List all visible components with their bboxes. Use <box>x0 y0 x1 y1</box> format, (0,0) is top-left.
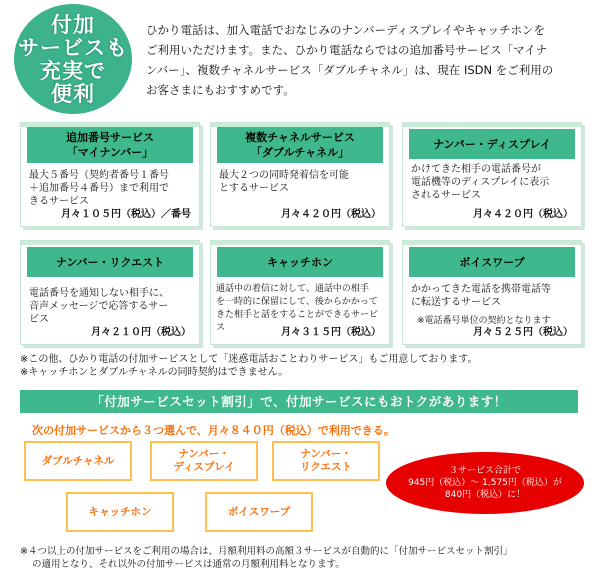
service-card-my-number <box>20 122 200 227</box>
service-card-voice-warp <box>402 240 582 345</box>
set-discount-lead: 次の付加サービスから３つ選んで、月々８４０円（税込）で利用できる。 <box>32 424 395 437</box>
footer-line: の適用となり、それ以外の付加サービスは通常の月額利用料となります。 <box>32 559 345 570</box>
option-number-display: ナンバー・ ディスプレイ <box>150 441 258 481</box>
service-card-description: かけてきた相手の電話番号が 電話機等のディスプレイに表示 されるサービス <box>411 164 550 201</box>
service-card-description: 最大５番号（契約者番号１番号 ＋追加番号４番号）まで利用で きるサービス <box>29 170 169 207</box>
badge-line: 便利 <box>51 82 95 106</box>
intro-text <box>146 20 586 100</box>
service-card-catch-phone <box>210 240 390 345</box>
option-double-channel: ダブルチャネル <box>24 441 132 481</box>
footer-line: ※４つ以上の付加サービスをご利用の場合は、月額利用料の高額３サービスが自動的に「付加サービスセット割引」 <box>20 546 513 557</box>
intro-line: ひかり電話は、加入電話でおなじみのナンバーディスプレイやキャッチホンを <box>146 23 546 37</box>
intro-line: お客さまにもおすすめです。 <box>146 83 295 97</box>
service-card-price: 月々５２５円（税込） <box>473 327 573 338</box>
option-number-request: ナンバー・ リクエスト <box>272 441 380 481</box>
discount-callout: ３サービス合計で 945円（税込）～ 1,575円（税込）が 840円（税込）に！ <box>386 452 584 514</box>
service-card-price: 月々３１５円（税込） <box>281 327 381 338</box>
service-card-price: 月々４２０円（税込） <box>473 209 573 220</box>
service-card-number-request <box>20 240 200 345</box>
service-card-title: ナンバー・リクエスト <box>27 247 193 277</box>
service-notes <box>20 353 590 379</box>
note-line: ※この他、ひかり電話の付加サービスとして「迷惑電話おことわりサービス」もご用意しております。 <box>20 354 478 365</box>
service-card-title: ナンバー・ディスプレイ <box>409 129 575 159</box>
service-card-number-display <box>402 122 582 227</box>
service-card-description: 通話中の着信に対して、通話中の相手 を一時的に保留にして、後からかかって きた相手と話をすることができるサービス <box>216 284 379 333</box>
service-card-price: 月々２１０円（税込） <box>91 327 191 338</box>
set-discount-banner: 「付加サービスセット割引」で、付加サービスにもおトクがあります！ <box>20 390 578 413</box>
service-card-description: かかってきた電話を携帯電話等 に転送するサービス <box>411 284 551 308</box>
badge-line: 充実で <box>40 59 106 83</box>
feature-badge <box>14 4 132 114</box>
service-card-title: ボイスワープ <box>409 247 575 277</box>
service-card-description: 最大２つの同時発着信を可能 とするサービス <box>219 170 349 194</box>
intro-line: ンバー」、複数チャネルサービス「ダブルチャネル」は、現在 ISDN をご利用の <box>146 63 554 77</box>
service-card-title: キャッチホン <box>217 247 383 277</box>
service-card-double-channel <box>210 122 390 227</box>
service-card-note: ※電話番号単位の契約となります <box>417 316 551 326</box>
note-line: ※キャッチホンとダブルチャネルの同時契約はできません。 <box>20 367 289 378</box>
badge-line: サービスも <box>18 36 128 60</box>
service-card-price: 月々１０５円（税込）／番号 <box>61 209 191 220</box>
service-card-title: 追加番号サービス 「マイナンバー」 <box>27 127 193 163</box>
service-card-description: 電話番号を通知しない相手に、 音声メッセージで応答するサー ビス <box>29 288 169 325</box>
footer-note <box>20 545 592 571</box>
service-card-price: 月々４２０円（税込） <box>281 209 381 220</box>
service-card-title: 複数チャネルサービス 「ダブルチャネル」 <box>217 127 383 163</box>
intro-line: ご利用いただけます。また、ひかり電話ならではの追加番号サービス「マイナ <box>146 43 548 57</box>
option-voice-warp: ボイスワープ <box>205 492 313 532</box>
option-catch-phone: キャッチホン <box>66 492 174 532</box>
badge-line: 付加 <box>51 13 95 37</box>
